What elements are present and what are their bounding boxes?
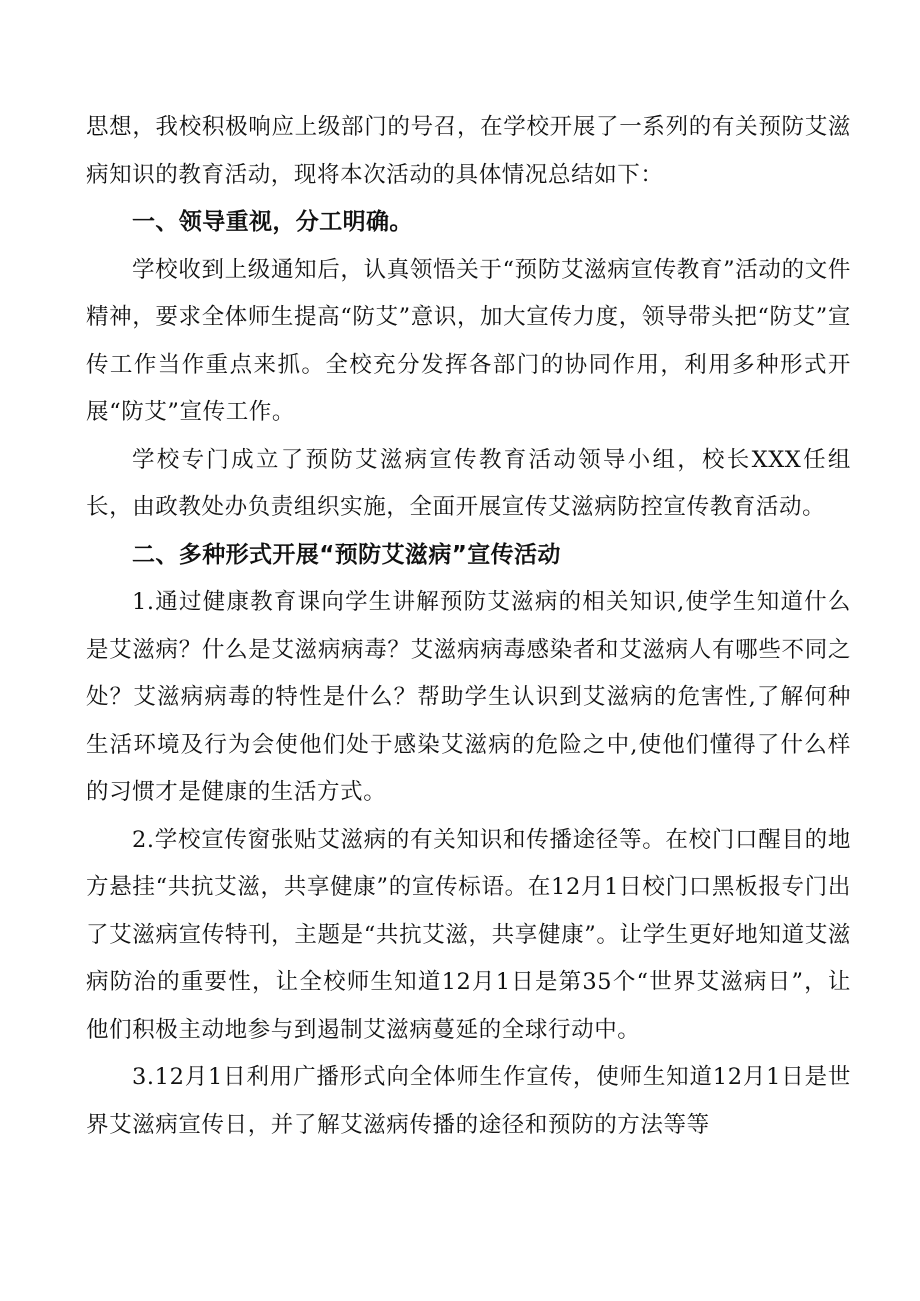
section-2-paragraph-3: 3.12月1日利用广播形式向全体师生作宣传，使师生知道12月1日是世界艾滋病宣传日，并了解艾滋病传播的途径和预防的方法等等 (86, 1064, 851, 1138)
document-body (86, 104, 851, 1149)
intro-paragraph: 思想，我校积极响应上级部门的号召，在学校开展了一系列的有关预防艾滋病知识的教育活动，现将本次活动的具体情况总结如下： (86, 114, 851, 188)
section-2-heading: 二、多种形式开展“预防艾滋病”宣传活动 (132, 541, 561, 568)
section-2-paragraph-1: 1.通过健康教育课向学生讲解预防艾滋病的相关知识,使学生知道什么是艾滋病？什么是艾滋病病毒？艾滋病病毒感染者和艾滋病人有哪些不同之处？艾滋病病毒的特性是什么？帮助学生认识到艾滋病的危害性,了解何种生活环境及行为会使他们处于感染艾滋病的危险之中,使他们懂得了什么样的习惯才是健康的生活方式。 (86, 589, 851, 805)
section-2-paragraph-2: 2.学校宣传窗张贴艾滋病的有关知识和传播途径等。在校门口醒目的地方悬挂“共抗艾滋，共享健康”的宣传标语。在12月1日校门口黑板报专门出了艾滋病宣传特刊，主题是“共抗艾滋，共享健康”。让学生更好地知道艾滋病防治的重要性，让全校师生知道12月1日是第35个“世界艾滋病日”，让他们积极主动地参与到遏制艾滋病蔓延的全球行动中。 (86, 826, 851, 1043)
section-1-paragraph-1: 学校收到上级通知后，认真领悟关于“预防艾滋病宣传教育”活动的文件精神，要求全体师生提高“防艾”意识，加大宣传力度，领导带头把“防艾”宣传工作当作重点来抓。全校充分发挥各部门的协同作用，利用多种形式开展“防艾”宣传工作。 (86, 256, 851, 425)
section-1-paragraph-2: 学校专门成立了预防艾滋病宣传教育活动领导小组，校长XXX任组长，由政教处办负责组织实施，全面开展宣传艾滋病防控宣传教育活动。 (86, 446, 851, 520)
section-1-heading: 一、领导重视，分工明确。 (132, 209, 413, 235)
